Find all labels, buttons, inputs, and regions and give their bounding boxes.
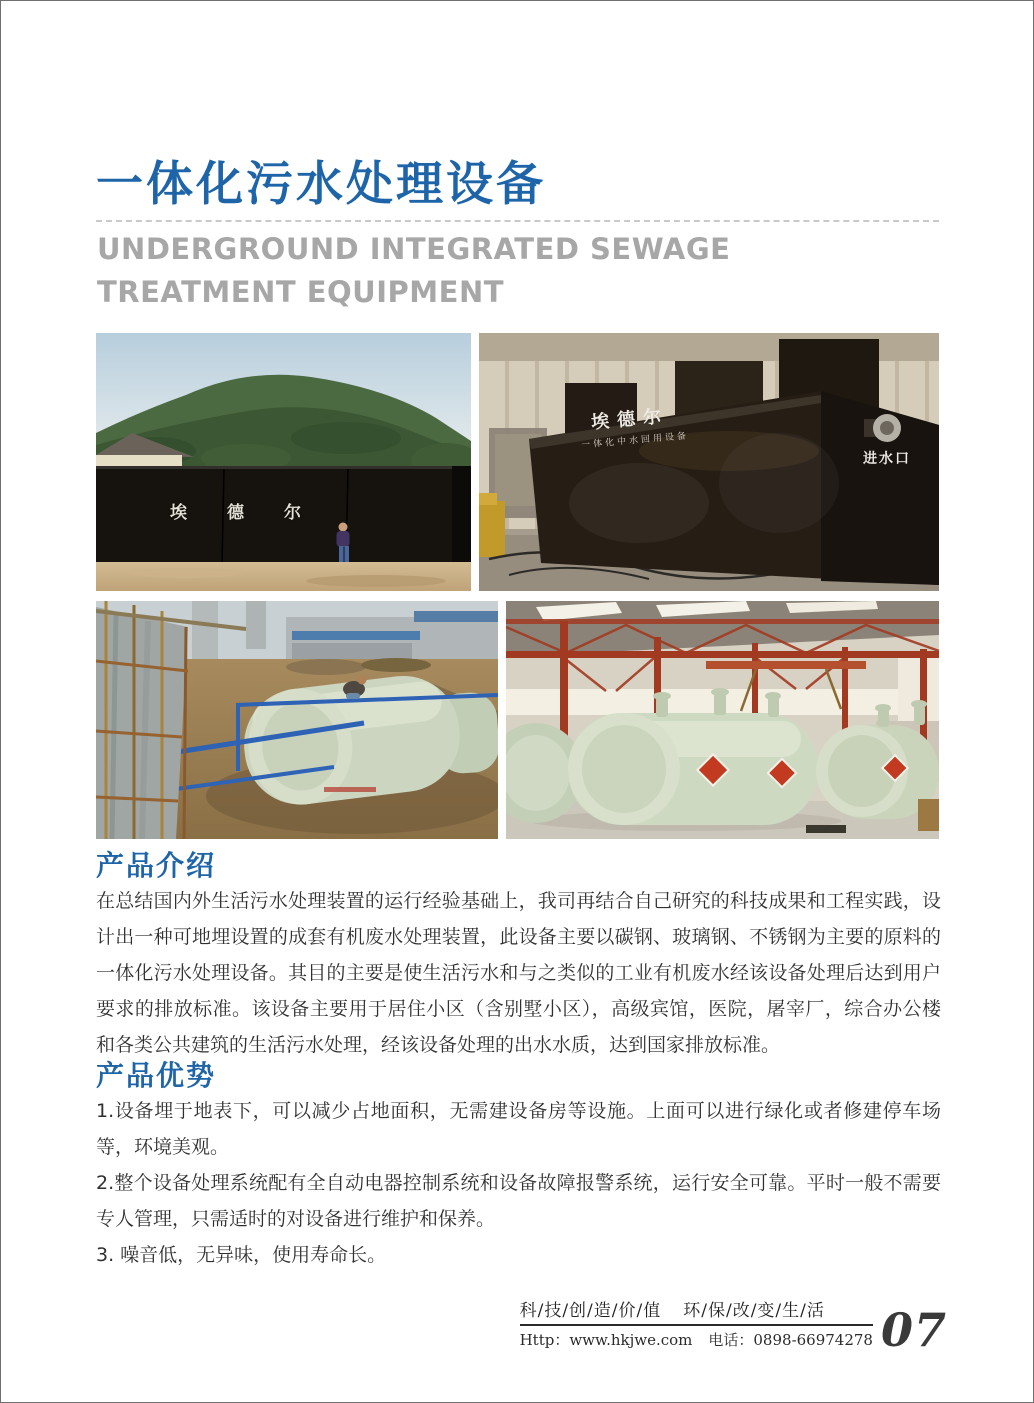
advantages-list: [96, 1093, 941, 1273]
footer-contact: [520, 1326, 873, 1350]
outdoor-photo-art: [96, 333, 471, 591]
footer-text-block: [520, 1296, 873, 1350]
advantage-item-1: 1.设备埋于地表下，可以减少占地面积，无需建设备房等设施。上面可以进行绿化或者修建停车场等，环境美观。: [96, 1100, 941, 1158]
construction-photo-art: [96, 601, 498, 839]
title-divider: [96, 220, 939, 222]
page-title: 一体化污水处理设备: [96, 157, 546, 212]
factory-photo-art: [506, 601, 939, 839]
footer-slogan-left: 科/技/创/造/价/值: [519, 1301, 662, 1321]
advantage-item-2: 2.整个设备处理系统配有全自动电器控制系统和设备故障报警系统，运行安全可靠。平时一般不需要专人管理，只需适时的对设备进行维护和保养。: [96, 1172, 941, 1230]
workshop-tank-subtitle-label: 一体化中水回用设备: [580, 431, 690, 451]
subtitle-line-2: TREATMENT EQUIPMENT: [97, 275, 504, 309]
footer-slogan: [520, 1296, 873, 1326]
advantage-item-3: 3. 噪音低，无异味，使用寿命长。: [96, 1244, 387, 1266]
subtitle-line-1: UNDERGROUND INTEGRATED SEWAGE: [97, 232, 731, 266]
outdoor-tank-brand-label: 埃德尔: [170, 503, 341, 523]
footer-website: Http：www.hkjwe.com: [519, 1331, 693, 1349]
photo-outdoor-installation: [96, 333, 471, 591]
footer-phone: 电话：0898-66974278: [708, 1331, 873, 1349]
workshop-tank-brand-label: 埃德尔: [590, 405, 670, 434]
page-subtitle-en: [97, 228, 730, 314]
photo-workshop-steel-tank: [479, 333, 939, 591]
photo-factory-frp-tanks: [506, 601, 939, 839]
page-number: 07: [880, 1302, 947, 1357]
advantages-heading: 产品优势: [96, 1059, 217, 1092]
workshop-tank-inlet-label: 进水口: [863, 451, 911, 467]
intro-heading: 产品介绍: [96, 849, 217, 882]
page-footer: [519, 1296, 947, 1357]
footer-slogan-right: 环/保/改/变/生/活: [683, 1301, 825, 1321]
photo-construction-burial-site: [96, 601, 498, 839]
intro-body: 在总结国内外生活污水处理装置的运行经验基础上，我司再结合自己研究的科技成果和工程实践，设计出一种可地埋设置的成套有机废水处理装置，此设备主要以碳钢、玻璃钢、不锈钢为主要的原料的一体化污水处理设备。其目的主要是使生活污水和与之类似的工业有机废水经该设备处理后达到用户要求的排放标准。该设备主要用于居住小区（含别墅小区），高级宾馆，医院，屠宰厂，综合办公楼和各类公共建筑的生活污水处理，经该设备处理的出水水质，达到国家排放标准。: [96, 890, 941, 1056]
